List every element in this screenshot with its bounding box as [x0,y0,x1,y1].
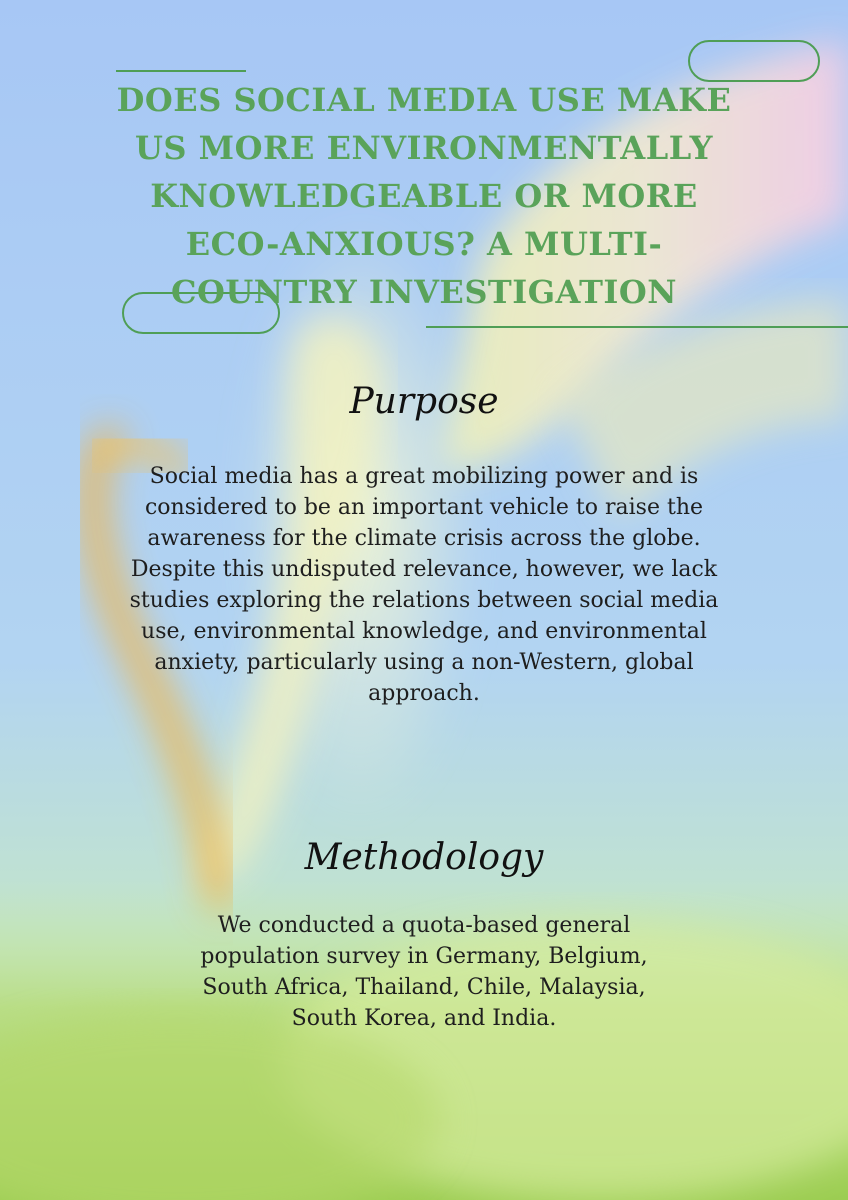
section-body-methodology: We conducted a quota-based general population survey in Germany, Belgium, South Africa, Thailand, Chile, Malaysia, South Korea, and India. [200,913,648,1031]
document-title: DOES SOCIAL MEDIA USE MAKE US MORE ENVIRONMENTALLY KNOWLEDGEABLE OR MORE ECO-ANXIOUS? A MULTI-COUNTRY INVESTIGATION [116,81,732,311]
divider-line-top [116,70,246,72]
section-body-purpose: Social media has a great mobilizing power and is considered to be an important vehicle to raise the awareness for the climate crisis across the globe. Despite this undisputed relevance, however, we lack studies exploring the relations between social media use, environmental knowledge, and environmental anxiety, particularly using a non-Western, global approach. [129,464,719,706]
section-heading-purpose: Purpose [349,381,499,422]
section-heading-methodology: Methodology [304,837,544,878]
divider-line-right [426,326,848,328]
